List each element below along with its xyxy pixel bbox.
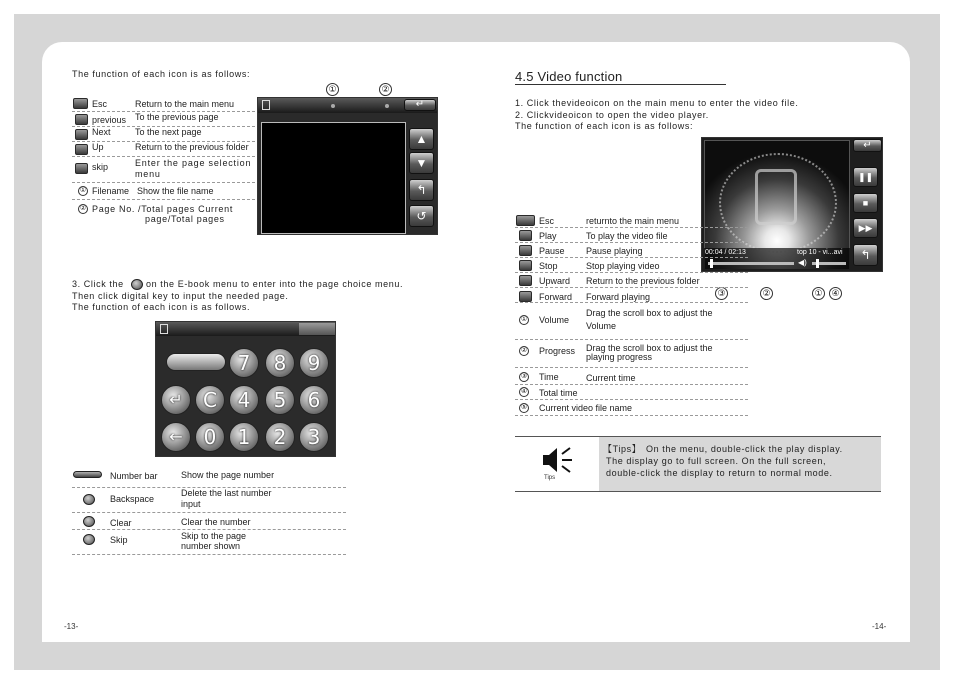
tips-box xyxy=(515,436,881,492)
row-desc: Show the page number xyxy=(181,470,275,480)
step3-text: The function of each icon is as follows: xyxy=(515,121,694,131)
callout-number: ④ xyxy=(520,388,528,395)
table-row xyxy=(72,488,346,513)
tips-text: The display go to full screen. On the full screen, xyxy=(606,456,827,466)
callout-number: ② xyxy=(520,347,528,354)
row-desc: number shown xyxy=(181,541,241,551)
volume-icon: ◀) xyxy=(798,258,807,267)
skip-icon[interactable]: ↺ xyxy=(409,205,434,227)
row-desc: To the previous page xyxy=(135,112,219,122)
step3-text: on the E-book menu to enter into the page choice menu. xyxy=(146,279,404,289)
step3-text: 3. Click the xyxy=(72,279,124,289)
table-row xyxy=(72,200,255,230)
key-3[interactable]: 3 xyxy=(299,422,329,452)
row-name: skip xyxy=(92,162,109,172)
esc-icon xyxy=(73,98,88,109)
callout-number: ⑤ xyxy=(520,404,528,411)
row-name: Upward xyxy=(539,276,571,286)
table-row xyxy=(515,385,748,400)
previous-icon xyxy=(75,114,88,125)
row-name: Progress xyxy=(539,346,576,356)
row-name: Number bar xyxy=(110,471,158,481)
page-number: -14- xyxy=(872,622,887,631)
file-name-readout: top 10 - vi...avi xyxy=(797,249,843,256)
row-desc: Forward playing xyxy=(586,292,651,302)
row-name: Play xyxy=(539,231,557,241)
row-desc: Return to the previous folder xyxy=(586,276,700,286)
clear-icon xyxy=(83,516,95,527)
row-desc: Show the file name xyxy=(137,186,214,196)
document-icon xyxy=(160,324,168,334)
skip-icon xyxy=(83,534,95,545)
callout-number: ② xyxy=(79,205,87,212)
key-0[interactable]: 0 xyxy=(195,422,225,452)
key-clear[interactable]: C xyxy=(195,385,225,415)
table-row xyxy=(515,303,748,340)
row-desc: page/Total pages xyxy=(145,214,225,224)
callout-number: ① xyxy=(520,316,528,323)
row-name: Skip xyxy=(110,535,128,545)
row-desc: returnto the main menu xyxy=(586,216,680,226)
number-bar[interactable] xyxy=(166,353,226,371)
tips-label: Tips xyxy=(544,475,556,481)
step1-text: 1. Click thevideoicon on the main menu to enter the video file. xyxy=(515,98,799,108)
row-desc: menu xyxy=(135,169,161,179)
callout-number: ① xyxy=(326,83,339,96)
up-folder-icon xyxy=(519,275,532,286)
row-name: previous xyxy=(92,115,127,125)
document-icon xyxy=(262,100,270,110)
row-desc: Clear the number xyxy=(181,517,251,527)
table-row xyxy=(72,96,255,112)
skip-arrow-icon[interactable]: ← xyxy=(161,422,191,452)
callout-number: ① xyxy=(812,287,825,300)
table-row xyxy=(72,467,346,488)
step2-text: 2. Clickvideoicon to open the video player. xyxy=(515,110,709,120)
play-icon xyxy=(519,230,532,241)
key-6[interactable]: 6 xyxy=(299,385,329,415)
row-name: Stop xyxy=(539,261,558,271)
key-9[interactable]: 9 xyxy=(299,348,329,378)
left-intro: The function of each icon is as follows: xyxy=(72,69,251,79)
row-name: Forward xyxy=(539,292,573,302)
row-desc: Return to the main menu xyxy=(135,99,235,109)
row-desc: Pause playing xyxy=(586,246,643,256)
table-row xyxy=(515,213,748,228)
page-number-marker xyxy=(385,104,389,108)
row-name: Filename xyxy=(92,186,130,196)
row-desc: Volume xyxy=(586,321,617,331)
row-desc: Current time xyxy=(586,373,636,383)
table-row xyxy=(72,127,255,142)
row-desc: Stop playing video xyxy=(586,261,660,271)
up-folder-icon[interactable]: ↰ xyxy=(409,179,434,201)
up-folder-icon xyxy=(75,144,88,155)
callout-number: ① xyxy=(79,187,87,194)
page-number: -13- xyxy=(64,622,79,631)
row-name: Current video file name xyxy=(539,403,633,413)
table-row xyxy=(515,340,748,368)
tips-title: 【Tips】 xyxy=(603,444,642,454)
row-name: Up xyxy=(92,142,104,152)
step3-text: Then click digital key to input the needed page. xyxy=(72,291,289,301)
time-readout: 00:04 / 02:13 xyxy=(705,249,746,256)
row-name: Volume xyxy=(539,315,570,325)
row-desc: Return to the previous folder xyxy=(135,142,249,152)
table-row xyxy=(72,157,255,183)
page-up-icon[interactable]: ▲ xyxy=(409,128,434,150)
table-row xyxy=(515,288,748,303)
row-name: Esc xyxy=(539,216,555,226)
table-row xyxy=(72,183,255,200)
row-desc: Enter the page selection xyxy=(135,158,252,168)
section-heading: 4.5 Video function xyxy=(515,70,726,85)
row-name: Clear xyxy=(110,518,132,528)
page-down-icon[interactable]: ▼ xyxy=(409,152,434,174)
key-2[interactable]: 2 xyxy=(265,422,295,452)
callout-number: ③ xyxy=(520,373,528,380)
backspace-icon[interactable]: ↵ xyxy=(161,385,191,415)
row-desc: Drag the scroll box to adjust the xyxy=(586,343,713,353)
row-name: Time xyxy=(539,372,559,382)
callout-number: ④ xyxy=(829,287,842,300)
table-row xyxy=(515,258,748,273)
table-row xyxy=(515,400,748,416)
stop-icon xyxy=(519,260,532,271)
table-row xyxy=(72,142,255,157)
keypad-screen xyxy=(155,321,336,457)
return-icon[interactable]: ↵ xyxy=(853,139,882,152)
row-desc: playing progress xyxy=(586,352,653,362)
ebook-screen xyxy=(257,97,438,235)
row-desc: To play the video file xyxy=(586,231,668,241)
row-name: Esc xyxy=(92,99,108,109)
ebook-page-area xyxy=(261,122,406,234)
volume-handle[interactable] xyxy=(816,259,819,268)
speaker-icon xyxy=(541,445,575,475)
stop-icon[interactable]: ■ xyxy=(853,193,878,213)
tips-text: double-click the display to return to normal mode. xyxy=(606,468,833,478)
callout-number: ② xyxy=(379,83,392,96)
table-row xyxy=(515,228,748,243)
callout-number: ③ xyxy=(715,287,728,300)
table-row xyxy=(72,530,346,555)
pause-icon[interactable]: ❚❚ xyxy=(853,167,878,187)
row-desc: To the next page xyxy=(135,127,202,137)
table-row xyxy=(515,243,748,258)
row-name: Next xyxy=(92,127,111,137)
row-name: Pause xyxy=(539,246,565,256)
key-4[interactable]: 4 xyxy=(229,385,259,415)
row-desc: input xyxy=(181,499,201,509)
forward-icon xyxy=(519,291,532,302)
row-name: Page No. xyxy=(92,204,136,214)
number-bar-icon xyxy=(73,471,102,478)
row-name: Backspace xyxy=(110,494,155,504)
pause-icon xyxy=(519,245,532,256)
table-row xyxy=(72,513,346,530)
next-icon xyxy=(75,129,88,140)
row-desc: /Total pages Current xyxy=(138,204,234,214)
callout-number: ② xyxy=(760,287,773,300)
table-row xyxy=(515,368,748,385)
skip-icon xyxy=(131,279,143,290)
backspace-icon xyxy=(83,494,95,505)
key-8[interactable]: 8 xyxy=(265,348,295,378)
row-desc: Skip to the page xyxy=(181,531,247,541)
forward-icon[interactable]: ▶▶ xyxy=(853,218,878,238)
filename-marker xyxy=(331,104,335,108)
return-icon[interactable]: ↵ xyxy=(404,99,436,111)
row-desc: Delete the last number xyxy=(181,488,272,498)
number-display xyxy=(299,323,335,335)
row-desc: Drag the scroll box to adjust the xyxy=(586,308,713,318)
esc-icon xyxy=(516,215,535,226)
key-5[interactable]: 5 xyxy=(265,385,295,415)
table-row xyxy=(72,112,255,127)
up-folder-icon[interactable]: ↰ xyxy=(853,244,878,266)
step3-text: The function of each icon is as follows. xyxy=(72,302,251,312)
row-name: Total time xyxy=(539,388,578,398)
key-7[interactable]: 7 xyxy=(229,348,259,378)
key-1[interactable]: 1 xyxy=(229,422,259,452)
tips-text: On the menu, double-click the play display. xyxy=(646,444,843,454)
table-row xyxy=(515,273,748,288)
skip-icon xyxy=(75,163,88,174)
